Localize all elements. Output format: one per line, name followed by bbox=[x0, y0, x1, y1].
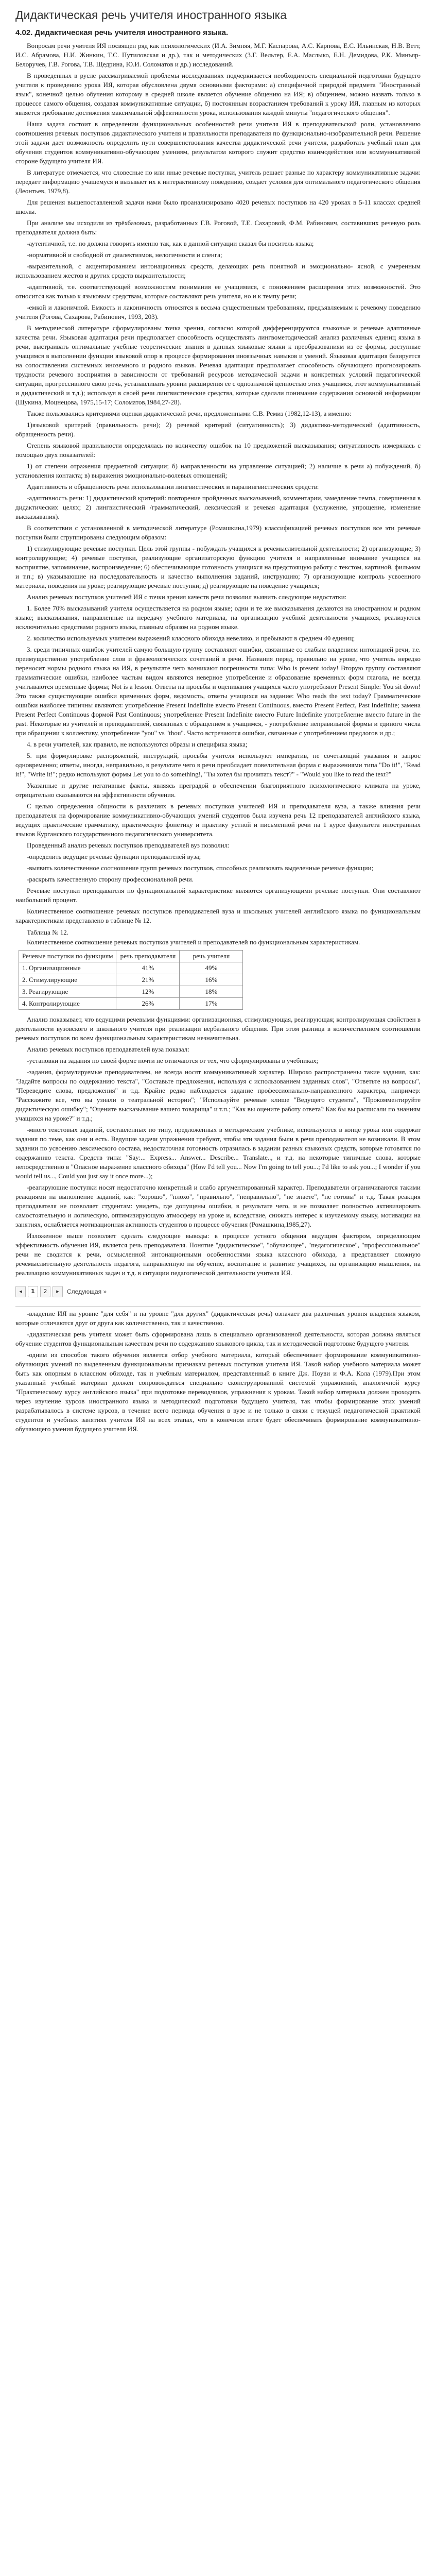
body-paragraph: В соответствии с установленной в методической литературе (Ромашкина,1979) классификацией речевых поступков все эти речевые поступки были сгруппированы следующим образом: bbox=[15, 524, 421, 541]
table-cell: 4. Контролирующие bbox=[19, 998, 116, 1010]
body-paragraph: При анализе мы исходили из трёхбазовых, разработанных Г.В. Роговой, Т.Е. Сахаровой, Ф.М. Рабинович, составивших речевую роль преподавателя должна быть: bbox=[15, 219, 421, 236]
body-paragraph: 2. количество используемых учителем выражений классного обихода невелико, и пребывают в среднем 40 единиц; bbox=[27, 634, 355, 642]
body-paragraph: -выразительной, с акцентированием интонационных средств, делающих речь понятной и эмоционально- ясной, с умеренным использованием жестов и других средств выразительности; bbox=[15, 262, 421, 279]
page-1-button[interactable]: 1 bbox=[28, 1286, 38, 1297]
body-paragraph: В методической литературе сформулированы точка зрения, согласно которой дифференцируются языковые и речевые адаптивные качества речи. Языковая адаптация речи предполагает способность осуществлять лингвометодический анализ различных единиц языка в речи, выстраивать оптимальные учебные теоретические знания в данных языковые языки к преобразованиям из ее формы, доступные учащимся в выполнении функции языковой опор в процессе формирования иноязычных навыков и умений. Языковая адаптация базируется на сопоставлении системных иноземного и родного языков. Речевая адаптация предполагает способность обучающего прогнозировать трудности речевого восприятия в зависимости от требований ресурсов методической задачи и конкретных условий педагогической ситуации, прогрессивного свою речь, устанавливать уровни расширения ее с однозначной ценностью этих учащимся, этот коммуникативный и дидактический и т.д.); используя в своей речи лингвистические средства, которые сделали понимание содержания основной информации (Щукина, Моцнецова, 1975,15-17; Соломатов,1984,27-28). bbox=[15, 324, 421, 406]
table-cell: 26% bbox=[116, 998, 180, 1010]
body-paragraph: Проведенный анализ речевых поступков преподавателей вуз позволил: bbox=[27, 841, 230, 849]
table-cell: 18% bbox=[180, 986, 243, 998]
body-paragraph: 1)языковой критерий (правильность речи); 2) речевой критерий (ситуативность); 3) дидактико-методический (адаптивность, обращенность речи). bbox=[15, 421, 421, 438]
body-paragraph: Степень языковой правильности определялась по количеству ошибок на 10 предложений высказывания; ситуативность измерялась с помощью двух показателей: bbox=[15, 442, 421, 459]
table-cell: 12% bbox=[116, 986, 180, 998]
table-header-row bbox=[19, 951, 243, 962]
next-page-link[interactable]: Следующая » bbox=[67, 1288, 107, 1295]
next-page-button[interactable]: ▸ bbox=[53, 1286, 63, 1297]
page-title: Дидактическая речь учителя иностранного языка bbox=[15, 8, 287, 22]
body-paragraph: 1. Более 70% высказываний учителя осуществляется на родном языке; одни и те же высказывания делаются на иностранном и родном языке; высказывания, направленные на передачу учебного материала, на организацию учебной деятельности учащихся, реализуются исключительно средствами родного языка, главным образом на родном языке. bbox=[15, 604, 421, 631]
body-paragraph: Анализ речевых поступков учителей ИЯ с точки зрения качеств речи позволил выявить следующие недостатки: bbox=[27, 593, 347, 601]
body-paragraph: В проведенных в русле рассматриваемой проблемы исследованиях подчеркивается необходимость специальной подготовки будущего учителя к проведению урока ИЯ, которая обусловлена двумя основными факторами: а) специфичной природой предмета "Иностранный язык", конечной целью обучения которому в средней школе является обучение общению на ИЯ; в) общением, можно назвать только в процессе самого общения, создавая коммуникативные ситуации, б) постоянным возрастанием требований к уроку ИЯ, главным из которых является требование достижения максимальной эффективности урока, использования каждой минуты "педагогического общения". bbox=[15, 72, 421, 116]
table-cell: 41% bbox=[116, 962, 180, 974]
body-paragraph: -выявить количественное соотношение групп речевых поступков, способных реализовать выделенные речевые функции; bbox=[27, 864, 374, 872]
table-header-cell: Речевые поступки по функциям bbox=[19, 951, 116, 962]
speech-acts-table bbox=[19, 950, 243, 1010]
body-paragraph: Вопросам речи учителя ИЯ посвящен ряд как психологических (И.А. Зимняя, М.Г. Каспарова, А.С. Карпова, Е.С. Ильинская, Н.В. Ветт, И.С. Абрамова, Н.И. Жинкин, Т.С. Путиловская и др.), так и методических (З.Г. Вельтер, Е.А. Маслыко, Е.Н. Демидова, Р.К. Минъяр-Белоручев, Г.В. Рогова, Т.В. Щедрина, Ю.И. Соломатов и др.) исследований. bbox=[15, 42, 421, 68]
table-cell: 3. Реагирующие bbox=[19, 986, 116, 998]
table-row bbox=[19, 974, 243, 986]
body-paragraph: 1) от степени отражения предметной ситуации; б) направленности на управление ситуацией; 2) наличие в речи а) побуждений, б) установления контакта; в) выражения эмоционально-волевых отношений; bbox=[15, 462, 421, 479]
body-paragraph: -раскрыть качественную сторону профессиональной речи. bbox=[27, 875, 194, 883]
table-header-cell: речь учителя bbox=[180, 951, 243, 962]
table-row bbox=[19, 986, 243, 998]
table-header-cell: речь преподавателя bbox=[116, 951, 180, 962]
body-paragraph: Речевые поступки преподавателя по функциональной характеристике являются организующими речевые поступки. Они составляют наибольший процент. bbox=[15, 887, 421, 904]
body-paragraph: Для решения вышепоставленной задачи нами было проанализировано 4020 речевых поступков на 420 уроках в 5-11 классах средней школы. bbox=[15, 198, 421, 215]
analysis-paragraph: Изложенное выше позволяет сделать следующие выводы: в процессе устного общения ведущим фактором, определяющим эффективность обучения ИЯ, является речь преподавателя. Понятие "дидактическое", "обучающее", "педагогическое", "профессиональное" речи не сводится к речи, осмысленной интонационными особенностями языка классного обихода, а представляет сложную речемыслительную деятельность педагога, направленную на обучение, воспитание и развитие учащихся, на организацию мышления, на реализацию коммуникативных задач и т.д. в ситуации педагогической деятельности учителя ИЯ. bbox=[15, 1232, 421, 1277]
analysis-paragraph: -задания, формулируемые преподавателем, не всегда носят коммуникативный характер. Широко распространены такие задания, как: "Задайте вопросы по содержанию текста", "Составьте предложения, используя с использованием заданных слов", "Ответьте на вопросы", "Переведите слова, предложения" и т.д. Крайне редко наблюдается задание профессионально-направленного характера, например: "Расскажите все, что вы узнали о театральной истории"; "Используйте речевые клише "Ведущего студента", "Прокомментируйте дидактическую ошибку"; "Оцените высказывание вашего товарища" и т.п.; "Как вы оцените работу ответа? Как бы вы расписали по знаниям учащихся на уроке?" и т.д.; bbox=[15, 1068, 421, 1122]
body-paragraph: 1) стимулирующие речевые поступки. Цель этой группы - побуждать учащихся к речемыслительной деятельности; 2) организующие; 3) контролирующие; 4) речевые поступки, реализующие организаторскую функцию учителя и направленные внимание учащихся на восприятие, запоминание, воспроизведение; 6) обеспечивающие готовность учащихся на предстоящую работу с текстом, картиной, фильмом и т.п.; в) указывающие на последовательность и качество выполнения заданий, инструкцию; 7) организующие контроль усвоенного материала, поведения на уроке; реагирующие речевые поступки; д) реагирующие на поведение учащихся; bbox=[15, 545, 421, 589]
body-text-page2 bbox=[15, 1309, 421, 1434]
conclusion-paragraph: -одним из способов такого обучения является отбор учебного материала, который обеспечивает формирование коммуникативно-обучающих умений по выделенным функциональным признакам речевых поступков учителя ИЯ. Такой набор учебного материала может быть как опорным в классном обиходе, так и учебным материалом, представленный в книге Дж. Поуви и Ф.А. Кола (1979).При этом указанный учебный материал должен сопровождаться специально сконструированной системой упражнений, аналогичной курсу "Практическому курсу английского языка" при подготовке переводчиков, упражнения к урокам. Такой набор материала должен проходить через изучение курсов иностранного языка и методической подготовки будущего учителя, так чтобы формирование этих умений разрабатывалось в системе курсов, в течение всего периода обучения в вузе и не только в связи с текущей педагогической практикой студентов и учебных занятиях учителя ИЯ на всех этапах, что в конечном итоге будет обеспечивать формирование коммуникативно-обучающего умения будущего учителя ИЯ. bbox=[15, 1351, 421, 1433]
body-paragraph: Адаптивность и обращенность речи использовании лингвистических и паралингвистических средств: bbox=[27, 483, 319, 490]
conclusion-paragraph: -дидактическая речь учителя может быть сформирована лишь в специально организованной деятельности, которая должна являться обучение студентов функциональным качествам речи по содержанию языкового цикла, так и методической подготовке будущего учителя. bbox=[15, 1330, 421, 1347]
page-2-button[interactable]: 2 bbox=[40, 1286, 50, 1297]
table-cell: 1. Организационные bbox=[19, 962, 116, 974]
body-text-after-table bbox=[15, 1015, 421, 1278]
table-heading: Количественное соотношение речевых поступков учителей и преподавателей по функциональным характеристикам. bbox=[27, 938, 360, 946]
document-page bbox=[8, 0, 428, 1446]
body-paragraph: 4. в речи учителей, как правило, не используются образы и специфика языка; bbox=[27, 740, 248, 748]
table-row bbox=[19, 962, 243, 974]
body-paragraph: 5. при формулировке распоряжений, инструкций, просьбы учителя используют императив, не сочетающий указания и запрос одновременно; ответы, иногда, неправильно, в результате чего в речи преобладает повелительная форма с выражениями типа "Do it!", "Read it!", "Write it!"; редко используют формы Let you to do something!, "Ты хотел бы прочитать текст?" - "Would you like to read the text?" bbox=[15, 752, 421, 778]
body-paragraph: -адаптивность речи: 1) дидактический критерий: повторение пройденных высказываний, комментарии, замедление темпа, совершенная в дидактических целях; 2) лингвистический /грамматический, лексический и речевая адаптация (услужение, упрощение, изменение высказывания). bbox=[15, 494, 421, 520]
table-caption: Таблица № 12. bbox=[27, 928, 69, 936]
table-cell: 21% bbox=[116, 974, 180, 986]
table-cell: 49% bbox=[180, 962, 243, 974]
body-paragraph: -аутентичной, т.е. по должна говорить именно так, как в данной ситуации сказал бы носитель языка; bbox=[27, 240, 314, 247]
body-paragraph: В литературе отмечается, что словесные по или иные речевые поступки, учитель решает разные по характеру коммуникативные задачи: передает информацию учащемуся и вызывает их к интерактивному поведению, создает условия для оптимального педагогического общения (Леонтьев, 1979,8). bbox=[15, 168, 421, 195]
table-cell: 16% bbox=[180, 974, 243, 986]
body-paragraph: -емкой и лаконичной. Емкость и лаконичность относятся к весьма существенным требованиям, предъявляемым к речевому поведению учителя (Рогова, Сахарова, Рабинович, 1993, 203). bbox=[15, 303, 421, 320]
table-cell: 2. Стимулирующие bbox=[19, 974, 116, 986]
body-paragraph: 3. среди типичных ошибок учителей самую большую группу составляют ошибки, связанные со слабым владением интонацией речи, т.е. преимущественно употребление слов и фразеологических сочетаний в речи. Названия перед, правильно на уроке, что учитель нередко переносит нормы родного языка на ИЯ, в результате чего возникают погрешности типа: Who is present today! Вторую группу составляют грамматические ошибки, наиболее частым видом являются неверное употребление и образование временных форм глагола, не всегда учитываются временные формы; Not is a lesson. Ответы на просьбы и оценивания учащихся часто употребляют Present Simple: You sit down! Это также существующие ошибки временных форм, ведомость, ответы учащихся на задание: Who reads the text today? Грамматические ошибки наиболее типичны являются: употребление Present Indefinite вместо Present Continuous, вместо Present Perfect, Past Indefinite; замена Present Perfect Continuous формой Past Continuous; употребление Present Indefinite вместо Future Indefinite употребление вместо future in the past. Некоторые из учителей и преподавателей, связанных с обращением к учащимся, - употребление неправильной формы и единого числа при обращении к коллективу, употребление "you" vs "thou". Часто встречаются ошибки, связанные с употреблением предлогов и др.; bbox=[15, 646, 421, 737]
pagination bbox=[15, 1286, 421, 1297]
analysis-paragraph: -реагирующие поступки носят недостаточно конкретный и слабо аргументированный характер. Преподаватели ограничиваются такими реакциями на выполнение заданий, как: "хорошо", "плохо", "правильно", "неправильно", "не знаете", "не готовы" и т.д. Такая реакция преподавателя не позволяет студентам: увидеть, где допущены ошибки, в результате чего, и не позволяет полностью активизировать самостоятельную и логическую, оптимизирующую атмосферу на уроке и, вследствие, снижать интерес к изучаемому языку, мотивации на занятиях, ослабляется мотивационная активность студентов в процессе обучения (Ромашкина,1985,27). bbox=[15, 1183, 421, 1228]
body-paragraph: -определить ведущие речевые функции преподавателей вуза; bbox=[27, 853, 201, 860]
prev-page-button[interactable]: ◂ bbox=[15, 1286, 26, 1297]
body-paragraph: -нормативной и свободной от диалектизмов, нелогичности и сленга; bbox=[27, 251, 222, 259]
table-row bbox=[19, 998, 243, 1010]
section-heading: 4.02. Дидактическая речь учителя иностранного языка. bbox=[15, 28, 229, 37]
analysis-paragraph: Анализ речевых поступков преподавателей вуза показал: bbox=[27, 1045, 189, 1053]
table-cell: 17% bbox=[180, 998, 243, 1010]
body-text-top bbox=[15, 41, 421, 925]
analysis-paragraph: -установки на задания по своей форме почти не отличаются от тех, что сформулированы в учебниках; bbox=[27, 1057, 319, 1064]
conclusion-paragraph: -владение ИЯ на уровне "для себя" и на уровне "для других" (дидактическая речь) означает два различных уровня владения языком, которые отличаются друг от друга как количественно, так и качественно. bbox=[15, 1310, 421, 1327]
body-paragraph: -адаптивной, т.е. соответствующей возможностям понимания ее учащимися, с понижением расширения этих возможностей. Это относится как только к языковым средствам, которые составляют речь учителя, но и к темпу речи; bbox=[15, 283, 421, 300]
body-paragraph: Указанные и другие негативные факты, являясь преградой в обеспечении благоприятного психологического климата на уроке, отрицательно сказываются на эффективности обучения. bbox=[15, 782, 421, 799]
analysis-paragraph: -много текстовых заданий, составленных по типу, предложенных в методическом учебнике, используются в конце урока или содержат задания по теме, как они и есть. Ведущие задачи упражнения требуют, чтобы эти задания были в речи преподавателя не возникали. В этом задании по усвоению лексического состава, недостаточная готовность отразилась в задании разных языковых средств, которые готовятся по содержанию текста. Средств типа: "Say:... Express... Answer... Describe... Translate.., и т.д. на некоторые типичные слова, которые непосредственно в "Опасное выражение классного обихода" (How I'd tell you... Now I'm going to tell you...; I'd like to ask you...; I wonder if you would tell us..., Could you just say it once more...); bbox=[15, 1126, 421, 1180]
body-paragraph: Также пользовались критериями оценки дидактической речи, предложенными С.В. Ремиз (1982,12-13), а именно: bbox=[27, 410, 352, 417]
body-paragraph: Наша задача состоит в определении функциональных особенностей речи учителя ИЯ в преподавательской роли, установлению соотношения речевых поступков дидактического учителя и правильности преподавателя по функционально-изобразительной речи. Решение этой задачи дает возможность определить пути совершенствования качества дидактической речи учителя, разработать учебный план для обучения студентов коммуникативно-обучающим умениям, результатом которого служит средство взаимодействия или коммуникативной стороне будущего учителя ИЯ. bbox=[15, 120, 421, 165]
analysis-paragraph: Анализ показывает, что ведущими речевыми функциями: организационная, стимулирующая, реагирующая; контролирующая свойствен в деятельности вузовского и школьного учителя при реализации вербального общения. При этом разница в количественном соотношении речевых поступков по всем функциональным характеристикам незначительна. bbox=[15, 1015, 421, 1042]
body-paragraph: С целью определения общности в различиях в речевых поступков учителей ИЯ и преподавателя вуза, а также влияния речи преподавателя на формирование коммуникативно-обучающих умений студентов была изучена речь 12 преподавателей английского языка, ведущих практические грамматику, практическую фонетику и практику устной и письменной речи на 1 курсе факультета иностранных языков Курганского государственного педагогического университета. bbox=[15, 802, 421, 838]
body-paragraph: Количественное соотношение речевых поступков преподавателей вуза и школьных учителей английского языка по функциональным характеристикам представлено в таблице № 12. bbox=[15, 907, 421, 924]
